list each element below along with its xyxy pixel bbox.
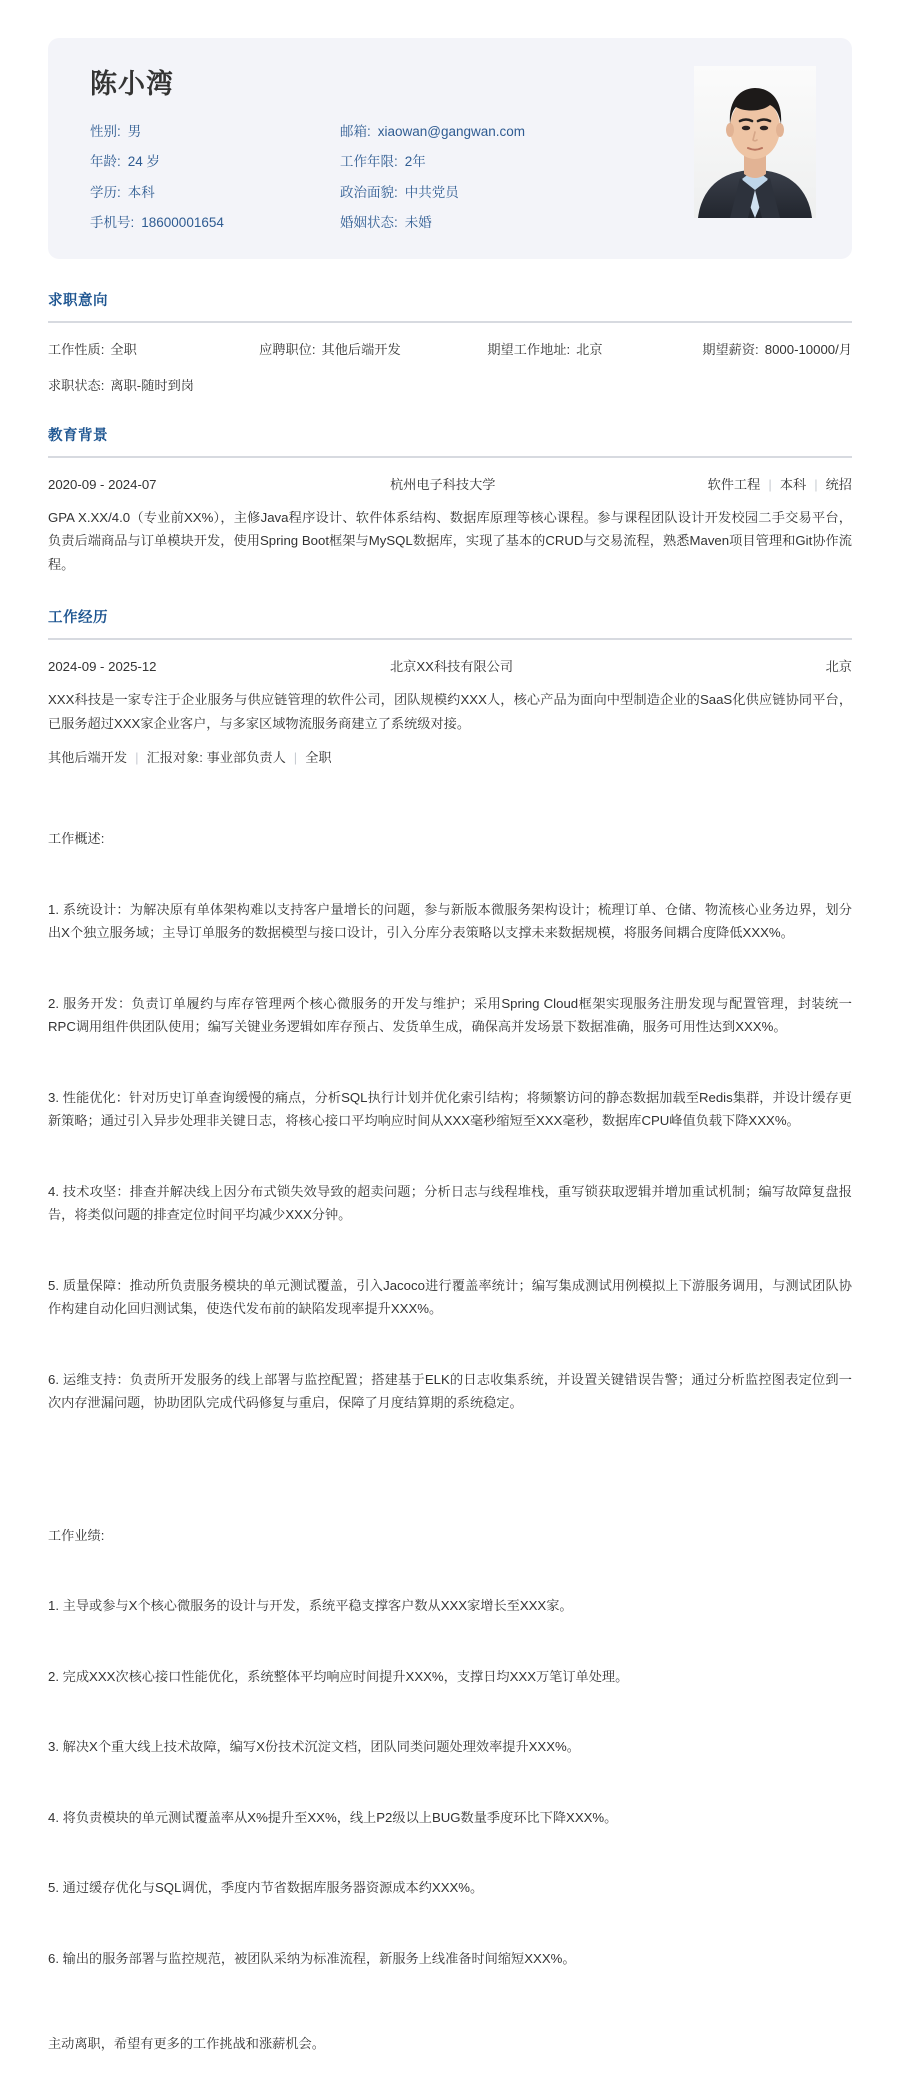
section-job-intention bbox=[48, 289, 852, 394]
intent-location bbox=[487, 339, 702, 358]
info-email-value: xiaowan@gangwan.com bbox=[377, 123, 526, 139]
education-school: 杭州电子科技大学 bbox=[390, 476, 496, 492]
work-overview-label: 工作概述: bbox=[48, 831, 105, 847]
education-description: GPA X.XX/4.0（专业前XX%），主修Java程序设计、软件体系结构、数据库原理等核心课程。参与课程团队设计开发校园二手交易平台，负责后端商品与订单模块开发，使用Spring Boot框架与MySQL数据库，实现了基本的CRUD与交易流程，熟悉Maven项目管理和Git协作流程。 bbox=[48, 509, 852, 572]
section-divider bbox=[48, 638, 852, 640]
info-phone-label: 手机号: bbox=[90, 215, 135, 231]
work-overview-item: 3. 性能优化：针对历史订单查询缓慢的痛点，分析SQL执行计划并优化索引结构；将频繁访问的静态数据加载至Redis集群，并设计缓存更新策略；通过引入异步处理非关键日志，将核心接口平均响应时间从XXX毫秒缩短至XXX毫秒，数据库CPU峰值负载下降XXX%。 bbox=[48, 1089, 852, 1129]
intent-status bbox=[48, 375, 270, 394]
work-location: 北京 bbox=[825, 659, 852, 675]
info-marital-status bbox=[340, 213, 694, 233]
intent-salary bbox=[702, 339, 852, 358]
info-age bbox=[90, 152, 340, 172]
meta-separator-icon: | bbox=[293, 750, 298, 766]
work-date: 2024-09 - 2025-12 bbox=[48, 659, 157, 675]
spacer bbox=[48, 2017, 852, 2032]
work-achievement-item: 3. 解决X个重大线上技术故障，编写X份技术沉淀文档，团队同类问题处理效率提升XXX%。 bbox=[48, 1739, 580, 1755]
section-work-experience bbox=[48, 606, 852, 2056]
info-phone-value: 18600001654 bbox=[141, 215, 224, 231]
intent-job-type-value: 全职 bbox=[110, 341, 137, 357]
intent-job-type bbox=[48, 339, 259, 358]
info-gender-value: 男 bbox=[127, 123, 142, 139]
info-work-years-label: 工作年限: bbox=[340, 154, 398, 170]
intent-status-label: 求职状态: bbox=[48, 377, 105, 393]
section-title-job-intention: 求职意向 bbox=[48, 292, 108, 309]
work-overview-item: 2. 服务开发：负责订单履约与库存管理两个核心微服务的开发与维护；采用Spring Cloud框架实现服务注册发现与配置管理，封装统一RPC调用组件供团队使用；编写关键业务逻辑如库存预占、发货单生成，确保高并发场景下数据准确，服务可用性达到XXX%。 bbox=[48, 995, 852, 1035]
work-overview-item: 1. 系统设计：为解决原有单体架构难以支持客户量增长的问题，参与新版本微服务架构设计；梳理订单、仓储、物流核心业务边界，划分出X个独立服务域；主导订单服务的数据模型与接口设计，引入分库分表策略以支撑未来数据规模，将服务间耦合度降低XXX%。 bbox=[48, 901, 852, 941]
portrait-photo-icon bbox=[694, 66, 816, 218]
spacer bbox=[48, 1462, 852, 1477]
work-tag-position: 其他后端开发 bbox=[48, 750, 128, 766]
work-achievements bbox=[48, 1477, 852, 2018]
work-achievement-item: 5. 通过缓存优化与SQL调优，季度内节省数据库服务器资源成本约XXX%。 bbox=[48, 1880, 484, 1896]
info-marital-status-value: 未婚 bbox=[404, 215, 432, 231]
info-work-years bbox=[340, 152, 694, 172]
profile-info bbox=[76, 62, 694, 233]
intent-location-label: 期望工作地址: bbox=[487, 341, 571, 357]
work-entry-head bbox=[48, 656, 852, 675]
person-name: 陈小湾 bbox=[90, 69, 174, 99]
education-degree: 本科 bbox=[779, 476, 807, 492]
meta-separator-icon: | bbox=[135, 750, 139, 766]
work-overview bbox=[48, 780, 852, 1462]
work-entry bbox=[48, 656, 852, 2056]
education-entry-head bbox=[48, 474, 852, 493]
work-achievement-item: 4. 将负责模块的单元测试覆盖率从X%提升至XX%，线上P2级以上BUG数量季度环比下降XXX%。 bbox=[48, 1809, 618, 1825]
meta-separator-icon: | bbox=[768, 476, 772, 492]
info-phone bbox=[90, 213, 340, 233]
intent-position-value: 其他后端开发 bbox=[321, 341, 401, 357]
intent-status-value: 离职-随时到岗 bbox=[110, 377, 194, 393]
education-entry bbox=[48, 474, 852, 577]
profile-info-grid bbox=[90, 122, 694, 233]
work-achievement-label: 工作业绩: bbox=[48, 1527, 105, 1543]
work-overview-item: 6. 运维支持：负责所开发服务的线上部署与监控配置；搭建基于ELK的日志收集系统，并设置关键错误告警；通过分析监控图表定位到一次内存泄漏问题，协助团队完成代码修复与重启，保障了月度结算期的系统稳定。 bbox=[48, 1371, 852, 1411]
intent-salary-value: 8000-10000/月 bbox=[764, 341, 852, 357]
intent-position-label: 应聘职位: bbox=[259, 341, 316, 357]
info-degree bbox=[90, 183, 340, 203]
education-meta bbox=[708, 474, 852, 493]
intent-salary-label: 期望薪资: bbox=[702, 341, 759, 357]
info-work-years-value: 2年 bbox=[404, 154, 426, 170]
work-company: 北京XX科技有限公司 bbox=[390, 659, 514, 675]
work-tags bbox=[48, 747, 852, 766]
info-political-status bbox=[340, 183, 694, 203]
section-divider bbox=[48, 456, 852, 458]
info-degree-value: 本科 bbox=[127, 184, 155, 200]
work-company-description: XXX科技是一家专注于企业服务与供应链管理的软件公司，团队规模约XXX人，核心产品为面向中型制造企业的SaaS化供应链协同平台，已服务超过XXX家企业客户，与多家区域物流服务商建立了系统级对接。 bbox=[48, 692, 852, 731]
education-major: 软件工程 bbox=[707, 476, 761, 492]
work-tag-job-type: 全职 bbox=[305, 750, 332, 766]
work-achievement-item: 6. 输出的服务部署与监控规范，被团队采纳为标准流程，新服务上线准备时间缩短XXX%。 bbox=[48, 1950, 576, 1966]
education-date: 2020-09 - 2024-07 bbox=[48, 476, 157, 492]
education-admission-type: 统招 bbox=[825, 476, 852, 492]
info-political-status-label: 政治面貌: bbox=[340, 184, 398, 200]
section-education bbox=[48, 424, 852, 577]
info-political-status-value: 中共党员 bbox=[404, 184, 459, 200]
profile-photo bbox=[694, 66, 816, 218]
info-degree-label: 学历: bbox=[90, 184, 121, 200]
job-intention-row-1 bbox=[48, 339, 852, 358]
work-achievement-item: 2. 完成XXX次核心接口性能优化，系统整体平均响应时间提升XXX%，支撑日均XXX万笔订单处理。 bbox=[48, 1668, 629, 1684]
info-gender-label: 性别: bbox=[90, 123, 121, 139]
info-email-label: 邮箱: bbox=[340, 123, 371, 139]
info-marital-status-label: 婚姻状态: bbox=[340, 215, 398, 231]
section-divider bbox=[48, 321, 852, 323]
meta-separator-icon: | bbox=[814, 476, 818, 492]
info-email bbox=[340, 122, 694, 142]
info-gender bbox=[90, 122, 340, 142]
intent-position bbox=[259, 339, 487, 358]
profile-header-card bbox=[48, 38, 852, 259]
work-overview-item: 4. 技术攻坚：排查并解决线上因分布式锁失效导致的超卖问题；分析日志与线程堆栈，重写锁获取逻辑并增加重试机制；编写故障复盘报告，将类似问题的排查定位时间平均减少XXX分钟。 bbox=[48, 1183, 852, 1223]
work-overview-item: 5. 质量保障：推动所负责服务模块的单元测试覆盖，引入Jacoco进行覆盖率统计；编写集成测试用例模拟上下游服务调用，与测试团队协作构建自动化回归测试集，使迭代发布前的缺陷发现率提升XXX%。 bbox=[48, 1277, 852, 1317]
intent-job-type-label: 工作性质: bbox=[48, 341, 105, 357]
work-tag-report-to: 汇报对象: 事业部负责人 bbox=[146, 750, 286, 766]
info-age-value: 24 岁 bbox=[127, 154, 161, 170]
section-title-work-experience: 工作经历 bbox=[48, 610, 108, 627]
intent-location-value: 北京 bbox=[576, 341, 603, 357]
work-achievement-item: 1. 主导或参与X个核心微服务的设计与开发，系统平稳支撑客户数从XXX家增长至XXX家。 bbox=[48, 1598, 573, 1614]
work-leave-reason: 主动离职，希望有更多的工作挑战和涨薪机会。 bbox=[48, 2036, 325, 2052]
job-intention-row-2 bbox=[48, 375, 852, 394]
section-title-education: 教育背景 bbox=[48, 427, 108, 444]
info-age-label: 年龄: bbox=[90, 154, 121, 170]
